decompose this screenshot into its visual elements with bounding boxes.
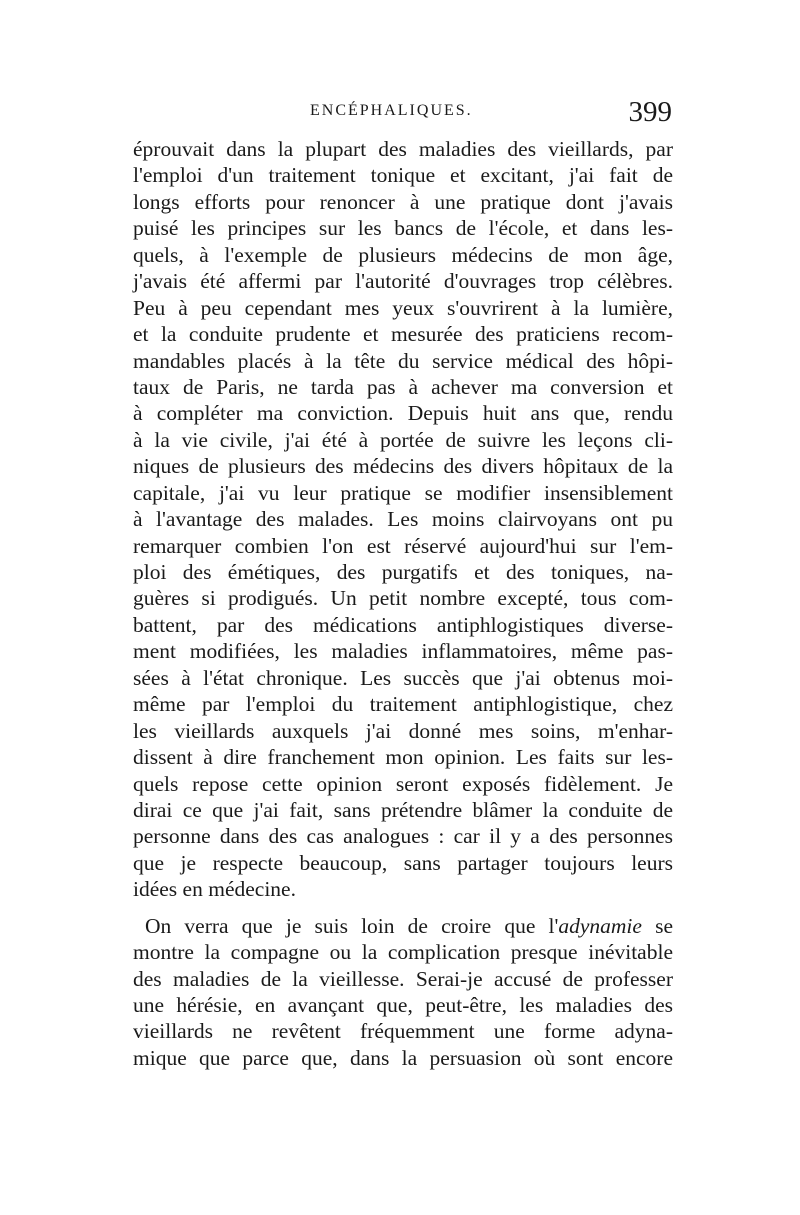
- text-line: quels, à l'exemple de plusieurs médecins de mon âge,: [133, 242, 673, 267]
- text-line: même par l'emploi du traitement antiphlogistique, chez: [133, 692, 673, 717]
- text-line: ment modifiées, les maladies inflammatoires, même pas-: [133, 639, 673, 664]
- text-line: remarquer combien l'on est réservé aujourd'hui sur l'em-: [133, 533, 673, 558]
- italic-term: adynamie: [558, 913, 642, 938]
- text-line: niques de plusieurs des médecins des divers hôpitaux de la: [133, 454, 673, 479]
- text-line: ploi des émétiques, des purgatifs et des toniques, na-: [133, 560, 673, 584]
- text-line: l'emploi d'un traitement tonique et excitant, j'ai fait de: [133, 163, 673, 188]
- text-line: capitale, j'ai vu leur pratique se modifier insensiblement: [133, 480, 673, 505]
- text-line: battent, par des médications antiphlogistiques diverse-: [133, 612, 673, 637]
- paragraph-gap: [133, 903, 673, 913]
- text-line: et la conduite prudente et mesurée des praticiens recom-: [133, 322, 673, 347]
- text-line: puisé les principes sur les bancs de l'école, et dans les-: [133, 216, 673, 241]
- text-line: dirai ce que j'ai fait, sans prétendre blâmer la conduite de: [133, 797, 673, 822]
- text-run: On verra que je suis loin de croire que l': [145, 913, 559, 938]
- text-line: taux de Paris, ne tarda pas à achever ma conversion et: [133, 374, 673, 399]
- paragraph-2: [133, 913, 673, 1072]
- text-line: éprouvait dans la plupart des maladies des vieillards, par: [133, 137, 673, 161]
- body-text: [133, 136, 673, 1071]
- text-line: j'avais été affermi par l'autorité d'ouvrages trop célèbres.: [133, 269, 673, 294]
- text-line: longs efforts pour renoncer à une pratique dont j'avais: [133, 189, 673, 214]
- text-line: idées en médecine.: [133, 877, 296, 902]
- text-line: vieillards ne revêtent fréquemment une forme adyna-: [133, 1019, 673, 1044]
- text-line: guères si prodigués. Un petit nombre excepté, tous com-: [133, 586, 673, 611]
- text-line: les vieillards auxquels j'ai donné mes soins, m'enhar-: [133, 718, 673, 743]
- text-line: dissent à dire franchement mon opinion. Les faits sur les-: [133, 745, 673, 770]
- text-run: se: [641, 913, 673, 938]
- text-line: personne dans des cas analogues : car il y a des personnes: [133, 824, 673, 849]
- page-number: 399: [628, 96, 672, 128]
- text-line: à compléter ma conviction. Depuis huit ans que, rendu: [133, 401, 673, 426]
- text-line: à l'avantage des malades. Les moins clairvoyans ont pu: [133, 507, 673, 532]
- text-line: quels repose cette opinion seront exposés fidèlement. Je: [133, 771, 673, 796]
- text-line: montre la compagne ou la complication presque inévitable: [133, 940, 673, 965]
- text-line: Peu à peu cependant mes yeux s'ouvrirent à la lumière,: [133, 295, 673, 320]
- paragraph-1: [133, 136, 673, 903]
- text-line: une hérésie, en avançant que, peut-être, les maladies des: [133, 993, 673, 1017]
- text-line: mandables placés à la tête du service médical des hôpi-: [133, 348, 673, 373]
- text-line: sées à l'état chronique. Les succès que j'ai obtenus moi-: [133, 665, 673, 690]
- running-head: [132, 98, 672, 138]
- text-line: [133, 913, 673, 939]
- chapter-title: ENCÉPHALIQUES.: [310, 102, 473, 119]
- text-line: des maladies de la vieillesse. Serai-je accusé de professer: [133, 966, 673, 991]
- text-line: à la vie civile, j'ai été à portée de suivre les leçons cli-: [133, 427, 673, 452]
- text-line: mique que parce que, dans la persuasion où sont encore: [133, 1045, 673, 1070]
- text-line: que je respecte beaucoup, sans partager toujours leurs: [133, 850, 673, 875]
